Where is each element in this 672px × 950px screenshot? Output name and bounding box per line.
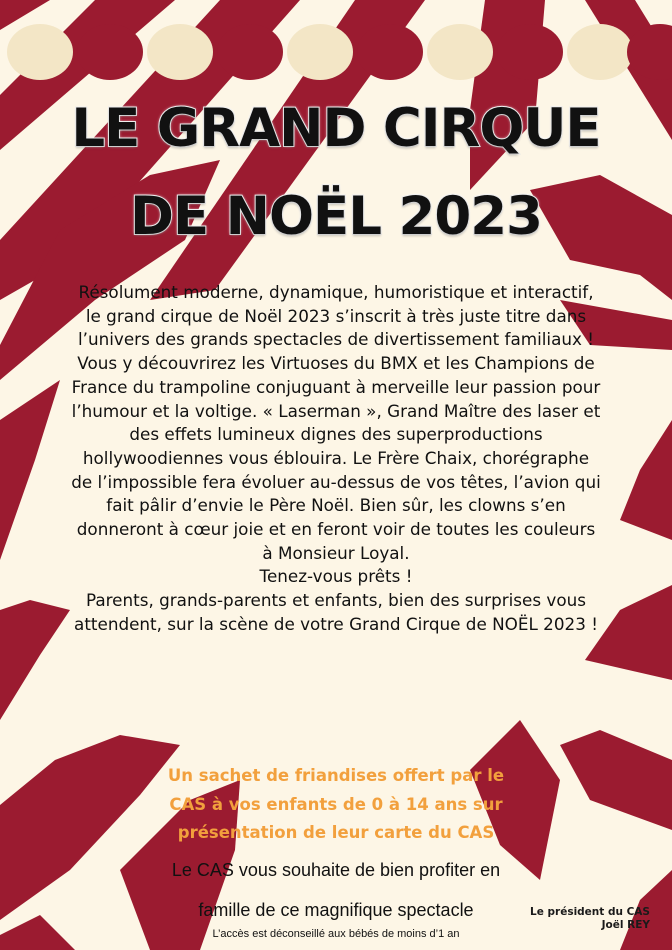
- description: [70, 281, 602, 637]
- description-paragraph: Résolument moderne, dynamique, humoristique et interactif, le grand cirque de Noël 2023 s’inscrit à très juste titre dans l’univers des grands spectacles de divertissement familiaux !: [77, 282, 594, 350]
- wish-line-1: Le CAS vous souhaite de bien profiter en: [171, 860, 501, 880]
- poster-title-line2: DE NOËL 2023: [130, 186, 542, 247]
- description-paragraph: Parents, grands-parents et enfants, bien des surprises vous attendent, sur la scène de votre Grand Cirque de NOËL 2023 !: [74, 590, 598, 634]
- signature-name: Joël REY: [601, 919, 650, 931]
- signature: [530, 906, 650, 932]
- candy-offer-line: CAS à vos enfants de 0 à 14 ans sur: [169, 794, 503, 814]
- description-paragraph: Vous y découvrirez les Virtuoses du BMX et les Champions de France du trampoline conjuguant à merveille leur passion pour l’humour et la voltige. « Laserman », Grand Maître des laser et des effets lumineux dignes des superproductions hollywoodiennes vous éblouira. Le Frère Chaix, chorégraphe de l’impossible fera évoluer au-dessus de vos têtes, l’avion qui fait pâlir d’envie le Père Noël. Bien sûr, les clowns s’en donneront à cœur joie et en feront voir de toutes les couleurs à Monsieur Loyal.: [71, 353, 601, 563]
- candy-offer-line: présentation de leur carte du CAS: [177, 823, 495, 842]
- signature-title: Le président du CAS: [530, 906, 650, 918]
- candy-offer-line: Un sachet de friandises offert par le: [167, 766, 505, 785]
- poster-title-line1: LE GRAND CIRQUE: [71, 98, 601, 159]
- description-paragraph: Tenez-vous prêts !: [259, 566, 413, 587]
- baby-notice: L’accès est déconseillé aux bébés de moins d’1 an: [212, 928, 460, 940]
- wish-line-2: famille de ce magnifique spectacle: [198, 900, 474, 920]
- candy-offer: [110, 762, 562, 848]
